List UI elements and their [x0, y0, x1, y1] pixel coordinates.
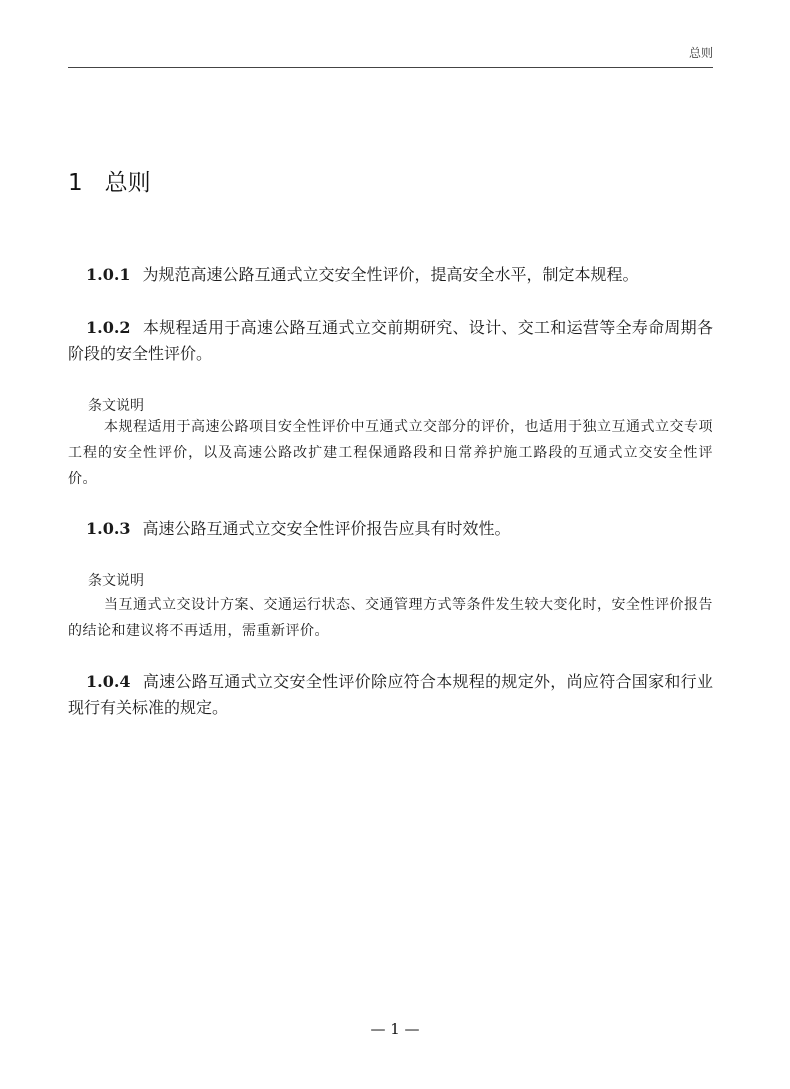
clause-1-0-1 — [68, 262, 713, 288]
chapter-title-text: 总则 — [104, 170, 151, 196]
chapter-title — [68, 164, 151, 197]
page-number: — 1 — — [370, 1020, 420, 1038]
note-heading: 条文说明 — [88, 573, 144, 589]
note-text: 本规程适用于高速公路项目安全性评价中互通式立交部分的评价，也适用于独立互通式立交专项工程的安全性评价，以及高速公路改扩建工程保通路段和日常养护施工路段的互通式立交安全性评价。 — [68, 419, 713, 487]
clause-1-0-4 — [68, 669, 713, 721]
clause-text: 高速公路互通式立交安全性评价除应符合本规程的规定外，尚应符合国家和行业现行有关标准的规定。 — [68, 672, 713, 717]
clause-text: 本规程适用于高速公路互通式立交前期研究、设计、交工和运营等全寿命周期各阶段的安全性评价。 — [68, 318, 713, 363]
clause-number: 1.0.3 — [86, 519, 131, 538]
note-heading: 条文说明 — [88, 398, 144, 414]
clause-number: 1.0.2 — [86, 318, 131, 337]
running-header: 总则 — [688, 46, 713, 60]
clause-1-0-2 — [68, 315, 713, 367]
chapter-number: 1 — [68, 170, 83, 196]
header-rule — [68, 67, 713, 68]
clause-number: 1.0.1 — [86, 265, 131, 284]
note-text: 当互通式立交设计方案、交通运行状态、交通管理方式等条件发生较大变化时，安全性评价报告的结论和建议将不再适用，需重新评价。 — [68, 597, 713, 639]
clause-number: 1.0.4 — [86, 672, 131, 691]
clause-text: 高速公路互通式立交安全性评价报告应具有时效性。 — [142, 519, 511, 538]
clause-text: 为规范高速公路互通式立交安全性评价，提高安全水平，制定本规程。 — [142, 265, 639, 284]
clause-1-0-3 — [68, 516, 713, 542]
